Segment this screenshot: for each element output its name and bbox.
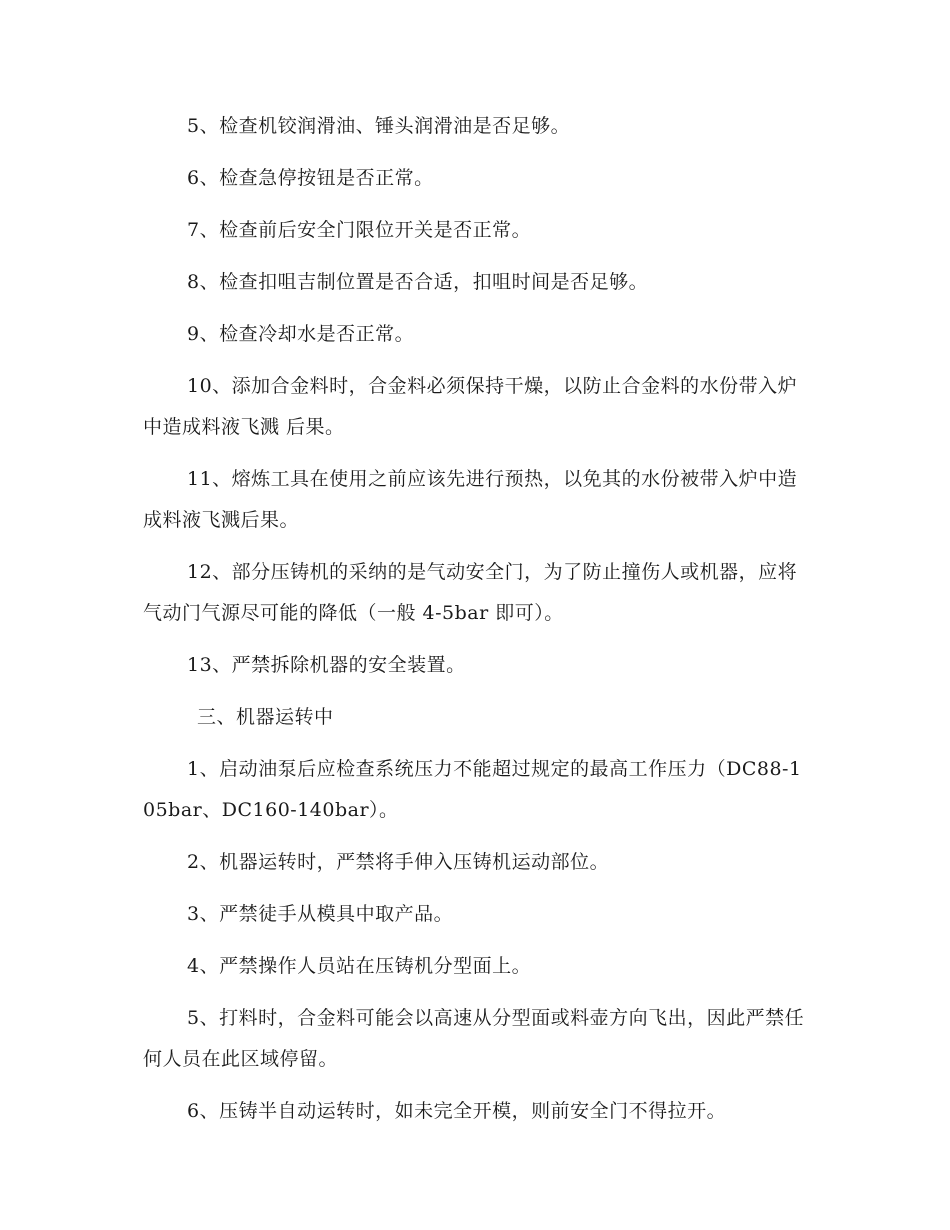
paragraph-no-standing: 4、严禁操作人员站在压铸机分型面上。 xyxy=(187,955,532,977)
paragraph-check-safety-door-switch: 7、检查前后安全门限位开关是否正常。 xyxy=(187,219,532,241)
paragraph-pneumatic-door: 12、部分压铸机的采纳的是气动安全门，为了防止撞伤人或机器，应将气动门气源尽可能的降低（一般 4-5bar 即可）。 xyxy=(143,561,798,624)
paragraph-no-hands: 2、机器运转时，严禁将手伸入压铸机运动部位。 xyxy=(187,851,610,873)
paragraph-check-cooling-water: 9、检查冷却水是否正常。 xyxy=(187,323,415,345)
paragraph-check-lubrication: 5、检查机铰润滑油、锤头润滑油是否足够。 xyxy=(187,115,571,137)
paragraph-preheat-tools: 11、熔炼工具在使用之前应该先进行预热，以免其的水份被带入炉中造成料液飞溅后果。 xyxy=(143,468,798,531)
document-body xyxy=(143,106,808,1143)
paragraph-shot-danger: 5、打料时，合金料可能会以高速从分型面或料壶方向飞出，因此严禁任何人员在此区域停留。 xyxy=(143,1007,805,1070)
section-heading-machine-running: 三、机器运转中 xyxy=(197,706,334,728)
paragraph-check-nozzle-position: 8、检查扣咀吉制位置是否合适，扣咀时间是否足够。 xyxy=(187,271,649,293)
paragraph-semi-auto-door: 6、压铸半自动运转时，如未完全开模，则前安全门不得拉开。 xyxy=(187,1100,727,1122)
paragraph-no-remove-safety: 13、严禁拆除机器的安全装置。 xyxy=(187,654,466,676)
paragraph-system-pressure: 1、启动油泵后应检查系统压力不能超过规定的最高工作压力（DC88-105bar、DC160-140bar）。 xyxy=(143,758,802,821)
paragraph-alloy-dry: 10、添加合金料时，合金料必须保持干燥，以防止合金料的水份带入炉中造成料液飞溅 后果。 xyxy=(143,375,798,438)
paragraph-check-emergency-stop: 6、检查急停按钮是否正常。 xyxy=(187,167,434,189)
paragraph-no-barehand: 3、严禁徒手从模具中取产品。 xyxy=(187,903,454,925)
